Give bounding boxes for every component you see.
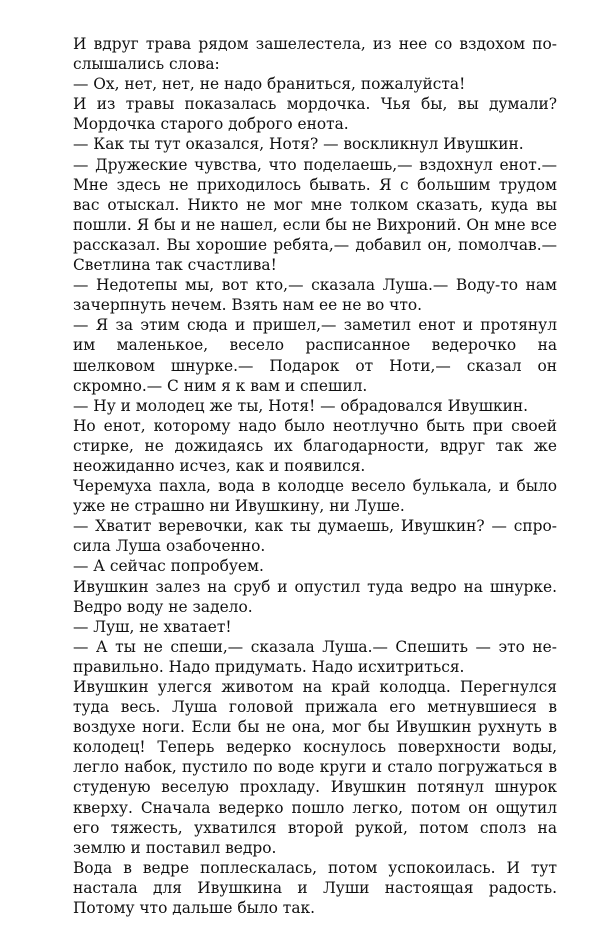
paragraph: — А сейчас попробуем. [73, 557, 264, 576]
paragraph: — Недотепы мы, вот кто,— сказала Луша.— Воду-то нам зачерпнуть нечем. Взять нам ее не во что. [73, 276, 557, 315]
paragraph: — Хватит веревочки, как ты думаешь, Ивушкин? — спросила Луша озабоченно. [73, 517, 557, 556]
paragraph: Вода в ведре поплескалась, потом успокоилась. И тут настала для Ивушкина и Луши настоящая радость. Потому что дальше было так. [73, 858, 557, 918]
paragraph: — Луш, не хватает! [73, 617, 232, 636]
paragraph: Черемуха пахла, вода в колодце весело булькала, и было уже не страшно ни Ивушкину, ни Луше. [73, 477, 557, 516]
paragraph: — Ох, нет, нет, не надо браниться, пожалуйста! [73, 75, 466, 94]
paragraph: Но енот, которому надо было неотлучно быть при своей стирке, не дожидаясь их благодарности, вдруг так же неожиданно исчез, как и появился. [73, 416, 557, 475]
paragraph: — Ну и молодец же ты, Нотя! — обрадовался Ивушкин. [73, 396, 529, 415]
paragraph: И из травы показалась мордочка. Чья бы, вы думали? Мордочка старого доброго енота. [73, 95, 557, 134]
paragraph: Ивушкин залез на сруб и опустил туда ведро на шнурке. Ведро воду не задело. [73, 577, 557, 616]
paragraph: И вдруг трава рядом зашелестела, из нее со вздохом послышались слова: [73, 35, 557, 74]
book-page-text [73, 34, 557, 918]
paragraph: — Как ты тут оказался, Нотя? — воскликнул Ивушкин. [73, 135, 524, 154]
paragraph: — Дружеские чувства, что поделаешь,— вздохнул енот.— Мне здесь не приходилось бывать. Я с большим трудом вас отыскал. Никто не мог мне толком сказать, куда вы пошли. Я бы и не нашел, если бы не Вихроний. Он мне все рассказал. Вы хорошие ребята,— добавил он, помолчав.— Светлина так счастлива! [73, 155, 557, 275]
paragraph: Ивушкин улегся животом на край колодца. Перегнулся туда весь. Луша головой прижала его метнувшиеся в воздухе ноги. Если бы не она, мог бы Ивушкин рухнуть в колодец! Теперь ведерко коснулось поверхности воды, легло набок, пустило по воде круги и стало погружаться в студеную веселую прохладу. Ивушкин потянул шнурок кверху. Сначала ведерко пошло легко, потом он ощутил его тяжесть, ухватился второй рукой, потом сполз на землю и поставил ведро. [73, 678, 557, 857]
paragraph: — Я за этим сюда и пришел,— заметил енот и протянул им маленькое, весело расписанное ведерочко на шелковом шнурке.— Подарок от Ноти,— сказал он скромно.— С ним я к вам и спешил. [73, 316, 557, 395]
paragraph: — А ты не спеши,— сказала Луша.— Спешить — это неправильно. Надо придумать. Надо исхитриться. [73, 637, 557, 676]
